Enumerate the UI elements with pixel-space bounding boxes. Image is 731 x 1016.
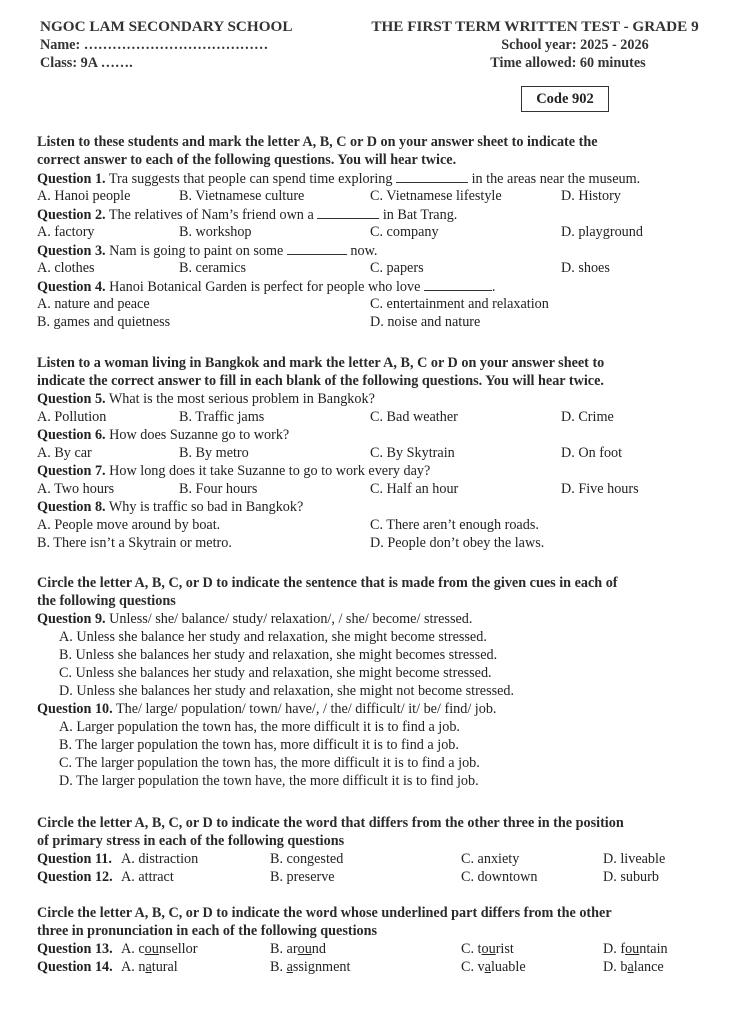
option-a: A. Two hours — [37, 481, 115, 497]
answer-blank — [424, 277, 492, 291]
option-b: B. ceramics — [179, 260, 246, 276]
question-5-options — [37, 408, 712, 426]
exam-code-box: Code 902 — [521, 86, 609, 112]
option-a: A. attract — [121, 869, 174, 885]
option-a: A. Larger population the town has, the more difficult it is to find a job. — [59, 719, 460, 735]
option-b: B. There isn’t a Skytrain or metro. — [37, 535, 232, 551]
option-c: C. downtown — [461, 869, 538, 885]
question-2-options — [37, 223, 712, 241]
question-2: Question 2. The relatives of Nam’s friend own a in Bat Trang. — [37, 207, 458, 223]
header-left — [40, 18, 340, 72]
option-a: A. Unless she balance her study and relaxation, she might become stressed. — [59, 629, 487, 645]
school-name: NGOC LAM SECONDARY SCHOOL — [40, 18, 293, 35]
option-b: B. Traffic jams — [179, 409, 265, 425]
header-right — [350, 18, 720, 72]
part4-section — [37, 814, 712, 886]
option-a: A. Hanoi people — [37, 188, 131, 204]
question-4: Question 4. Hanoi Botanical Garden is perfect for people who love . — [37, 279, 496, 295]
option-b: B. Four hours — [179, 481, 258, 497]
option-a: A. By car — [37, 445, 92, 461]
option-a: A. counsellor — [121, 941, 198, 957]
question-11: Question 11. A. distraction B. congested C. anxiety D. liveable — [37, 851, 666, 867]
option-c: C. There aren’t enough roads. — [370, 517, 539, 533]
part1-instruction: Listen to these students and mark the letter A, B, C or D on your answer sheet to indicate the correct answer to each of the following questions. You will hear twice. — [37, 134, 598, 168]
part3-instruction: Circle the letter A, B, C, or D to indicate the sentence that is made from the given cues in each of the following questions — [37, 575, 618, 609]
option-d: D. shoes — [561, 260, 610, 276]
option-c: C. Bad weather — [370, 409, 458, 425]
test-title: THE FIRST TERM WRITTEN TEST - GRADE 9 — [371, 18, 699, 35]
option-c: C. Vietnamese lifestyle — [370, 188, 502, 204]
option-d: D. People don’t obey the laws. — [370, 535, 545, 551]
option-b: B. games and quietness — [37, 314, 171, 330]
student-name-field: Name: ………………………………… — [40, 37, 269, 53]
option-d: D. The larger population the town have, the more difficult it is to find job. — [59, 773, 479, 789]
option-b: B. Vietnamese culture — [179, 188, 305, 204]
question-8-options-row2 — [37, 534, 712, 552]
question-6: Question 6. How does Suzanne go to work? — [37, 427, 290, 443]
question-8: Question 8. Why is traffic so bad in Bangkok? — [37, 499, 304, 515]
answer-blank — [317, 205, 379, 219]
time-allowed: Time allowed: 60 minutes — [490, 55, 646, 71]
question-5: Question 5. What is the most serious problem in Bangkok? — [37, 391, 375, 407]
option-a: A. natural — [121, 959, 178, 975]
option-b: B. assignment — [270, 959, 351, 975]
question-14: Question 14. A. natural B. assignment C. valuable D. balance — [37, 959, 664, 975]
option-c: C. papers — [370, 260, 424, 276]
option-d: D. playground — [561, 224, 643, 240]
part5-instruction: Circle the letter A, B, C, or D to indicate the word whose underlined part differs from the other three in pronunciation in each of the following questions — [37, 905, 612, 939]
option-b: B. preserve — [270, 869, 335, 885]
option-b: B. around — [270, 941, 326, 957]
part2-section — [37, 354, 712, 552]
question-12: Question 12. A. attract B. preserve C. downtown D. suburb — [37, 869, 659, 885]
school-year: School year: 2025 - 2026 — [501, 37, 649, 53]
option-c: C. valuable — [461, 959, 526, 975]
option-a: A. People move around by boat. — [37, 517, 221, 533]
option-a: A. factory — [37, 224, 95, 240]
option-d: D. Unless she balances her study and relaxation, she might not become stressed. — [59, 683, 515, 699]
option-c: C. The larger population the town has, the more difficult it is to find a job. — [59, 755, 480, 771]
option-c: C. Half an hour — [370, 481, 459, 497]
question-3-options — [37, 259, 712, 277]
option-d: D. noise and nature — [370, 314, 481, 330]
option-b: B. The larger population the town has, more difficult it is to find a job. — [59, 737, 459, 753]
class-field: Class: 9A ……. — [40, 55, 133, 71]
question-10: Question 10. The/ large/ population/ town/ have/, / the/ difficult/ it/ be/ find/ job. — [37, 701, 497, 717]
option-a: A. Pollution — [37, 409, 107, 425]
part1-section — [37, 133, 712, 331]
option-d: D. balance — [603, 959, 664, 975]
option-a: A. nature and peace — [37, 296, 150, 312]
question-8-options-row1 — [37, 516, 712, 534]
option-d: D. Crime — [561, 409, 614, 425]
part5-section — [37, 904, 712, 976]
question-4-options-row2 — [37, 313, 712, 331]
option-c: C. company — [370, 224, 439, 240]
option-d: D. suburb — [603, 869, 659, 885]
part3-section — [37, 574, 712, 790]
option-d: D. fountain — [603, 941, 668, 957]
option-a: A. distraction — [121, 851, 199, 867]
option-c: C. tourist — [461, 941, 514, 957]
part2-instruction: Listen to a woman living in Bangkok and mark the letter A, B, C or D on your answer sheet to indicate the correct answer to fill in each blank of the following questions. You will hear twice. — [37, 355, 605, 389]
option-b: B. By metro — [179, 445, 249, 461]
option-b: B. congested — [270, 851, 344, 867]
question-1: Question 1. Tra suggests that people can spend time exploring in the areas near the museum. — [37, 171, 641, 187]
option-d: D. Five hours — [561, 481, 639, 497]
option-d: D. liveable — [603, 851, 666, 867]
answer-blank — [396, 169, 468, 183]
option-d: D. On foot — [561, 445, 623, 461]
question-7-options — [37, 480, 712, 498]
question-9: Question 9. Unless/ she/ balance/ study/ relaxation/, / she/ become/ stressed. — [37, 611, 473, 627]
option-c: C. By Skytrain — [370, 445, 455, 461]
question-4-options-row1 — [37, 295, 712, 313]
option-b: B. Unless she balances her study and relaxation, she might becomes stressed. — [59, 647, 498, 663]
question-7: Question 7. How long does it take Suzanne to go to work every day? — [37, 463, 431, 479]
question-6-options — [37, 444, 712, 462]
part4-instruction: Circle the letter A, B, C, or D to indicate the word that differs from the other three in the position of primary stress in each of the following questions — [37, 815, 624, 849]
option-d: D. History — [561, 188, 621, 204]
question-13: Question 13. A. counsellor B. around C. tourist D. fountain — [37, 941, 668, 957]
question-3: Question 3. Nam is going to paint on some now. — [37, 243, 378, 259]
question-1-options — [37, 187, 712, 205]
option-b: B. workshop — [179, 224, 252, 240]
option-c: C. Unless she balances her study and relaxation, she might become stressed. — [59, 665, 492, 681]
option-c: C. entertainment and relaxation — [370, 296, 549, 312]
option-c: C. anxiety — [461, 851, 520, 867]
answer-blank — [287, 241, 347, 255]
option-a: A. clothes — [37, 260, 95, 276]
